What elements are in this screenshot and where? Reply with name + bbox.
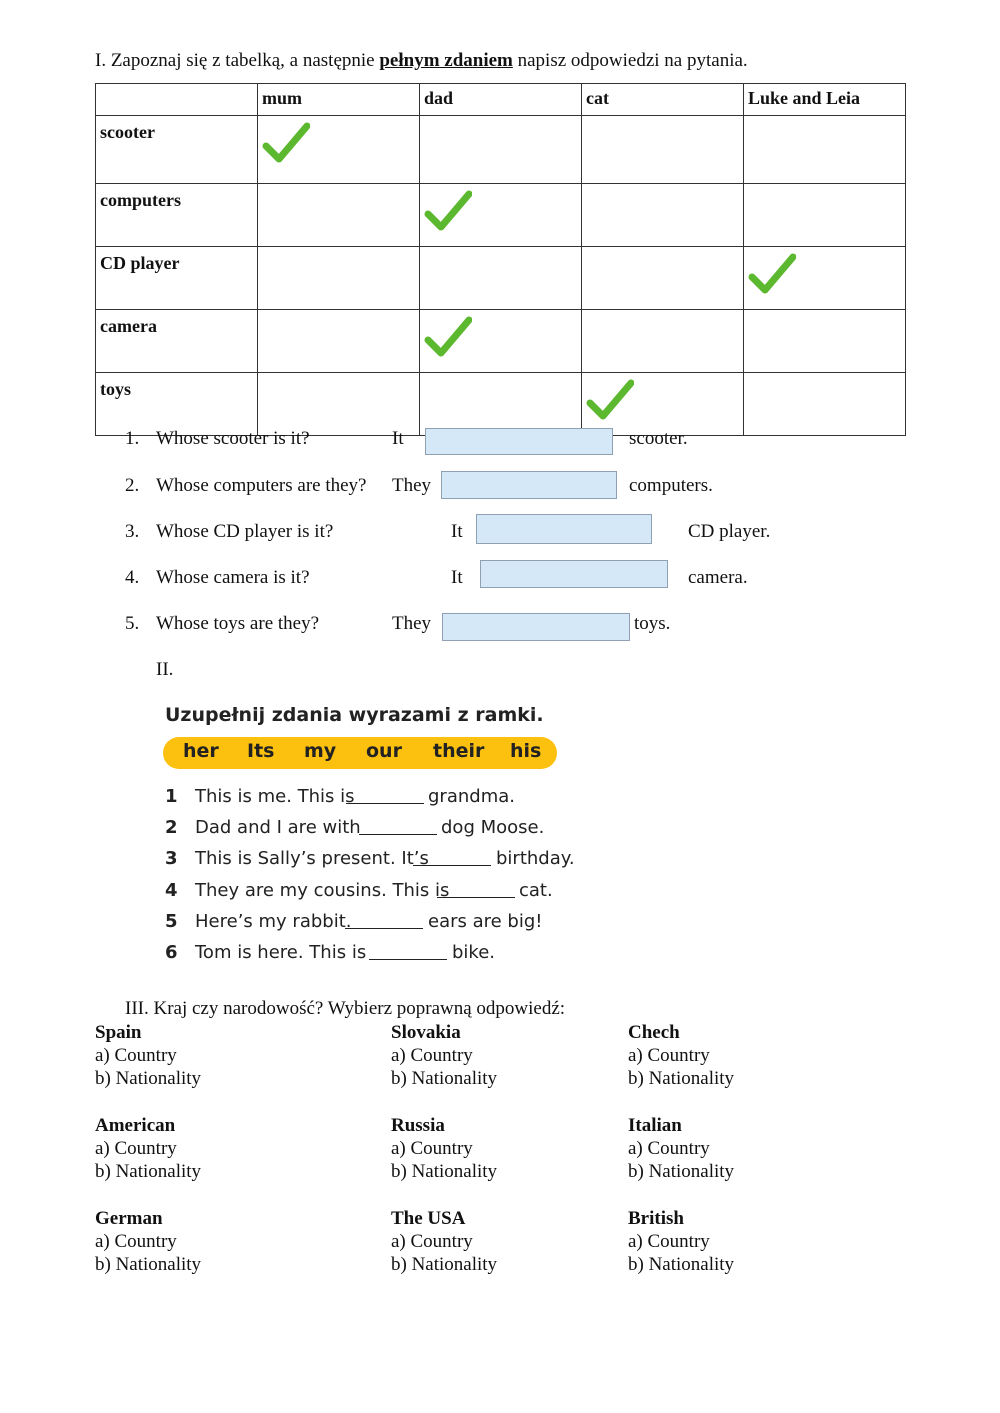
choice-word: American bbox=[95, 1115, 176, 1136]
choice-word: British bbox=[628, 1208, 684, 1229]
table-cell bbox=[258, 116, 420, 184]
table-cell bbox=[744, 247, 906, 310]
option-nationality[interactable]: b) Nationality bbox=[391, 1254, 498, 1275]
word-option: their bbox=[433, 740, 485, 762]
question-number: 5. bbox=[125, 613, 140, 634]
row-label: computers bbox=[96, 184, 258, 247]
question-text: Whose scooter is it? bbox=[156, 428, 310, 449]
table-cell bbox=[744, 373, 906, 436]
section2-heading: II. bbox=[156, 659, 174, 680]
intro-text-end: napisz odpowiedzi na pytania. bbox=[512, 50, 748, 71]
sentence-start: They are my cousins. This is bbox=[195, 880, 450, 901]
choice-word: Russia bbox=[391, 1115, 445, 1136]
table-corner-cell bbox=[96, 84, 258, 116]
answer-lead: It bbox=[451, 567, 463, 588]
option-nationality[interactable]: b) Nationality bbox=[628, 1068, 735, 1089]
option-country[interactable]: a) Country bbox=[95, 1045, 177, 1066]
answer-lead: They bbox=[392, 475, 432, 496]
sentence-start: Dad and I are with bbox=[195, 817, 361, 838]
blank-line[interactable] bbox=[369, 959, 447, 960]
intro-text: I. Zapoznaj się z tabelką, a następnie bbox=[95, 50, 380, 71]
column-header: dad bbox=[420, 84, 582, 116]
option-nationality[interactable]: b) Nationality bbox=[95, 1068, 202, 1089]
sentence-end: ears are big! bbox=[428, 911, 543, 932]
table-cell bbox=[582, 184, 744, 247]
answer-lead: It bbox=[451, 521, 463, 542]
row-label: toys bbox=[96, 373, 258, 436]
sentence-end: grandma. bbox=[428, 786, 515, 807]
word-option: my bbox=[304, 740, 337, 762]
answer-end: scooter. bbox=[629, 428, 688, 449]
choice-word: Chech bbox=[628, 1022, 680, 1043]
table-cell bbox=[258, 373, 420, 436]
checkmark-icon bbox=[424, 314, 472, 362]
ownership-table bbox=[95, 83, 906, 436]
sentence-number: 1 bbox=[165, 786, 178, 807]
option-country[interactable]: a) Country bbox=[95, 1138, 177, 1159]
answer-input[interactable] bbox=[442, 613, 630, 641]
table-cell bbox=[744, 184, 906, 247]
question-text: Whose toys are they? bbox=[156, 613, 320, 634]
section3-heading: III. Kraj czy narodowość? Wybierz poprawną odpowiedź: bbox=[125, 998, 566, 1019]
table-row bbox=[96, 247, 906, 310]
section1-instructions bbox=[95, 50, 748, 72]
answer-lead: They bbox=[392, 613, 432, 634]
word-option: Its bbox=[247, 740, 275, 762]
sentence-number: 5 bbox=[165, 911, 178, 932]
sentence-end: dog Moose. bbox=[441, 817, 545, 838]
table-row bbox=[96, 116, 906, 184]
table-cell bbox=[582, 247, 744, 310]
question-number: 1. bbox=[125, 428, 140, 449]
table-row bbox=[96, 310, 906, 373]
blank-line[interactable] bbox=[437, 897, 515, 898]
choice-word: The USA bbox=[391, 1208, 466, 1229]
sentence-end: bike. bbox=[452, 942, 496, 963]
option-nationality[interactable]: b) Nationality bbox=[391, 1161, 498, 1182]
option-nationality[interactable]: b) Nationality bbox=[628, 1254, 735, 1275]
answer-end: camera. bbox=[688, 567, 748, 588]
sentence-number: 2 bbox=[165, 817, 178, 838]
sentence-end: birthday. bbox=[496, 848, 575, 869]
option-country[interactable]: a) Country bbox=[628, 1138, 710, 1159]
column-header: mum bbox=[258, 84, 420, 116]
question-text: Whose camera is it? bbox=[156, 567, 310, 588]
checkmark-icon bbox=[424, 188, 472, 236]
word-box bbox=[163, 737, 557, 769]
word-option: his bbox=[510, 740, 542, 762]
table-cell bbox=[582, 310, 744, 373]
answer-end: CD player. bbox=[688, 521, 771, 542]
sentence-number: 4 bbox=[165, 880, 178, 901]
word-option: our bbox=[366, 740, 402, 762]
row-label: CD player bbox=[96, 247, 258, 310]
table-cell bbox=[420, 184, 582, 247]
sentence-start: Tom is here. This is bbox=[195, 942, 367, 963]
option-country[interactable]: a) Country bbox=[391, 1045, 473, 1066]
blank-line[interactable] bbox=[346, 803, 424, 804]
table-cell bbox=[258, 247, 420, 310]
choice-word: German bbox=[95, 1208, 163, 1229]
option-nationality[interactable]: b) Nationality bbox=[628, 1161, 735, 1182]
blank-line[interactable] bbox=[359, 834, 437, 835]
checkmark-icon bbox=[748, 251, 796, 299]
option-country[interactable]: a) Country bbox=[628, 1231, 710, 1252]
row-label: scooter bbox=[96, 116, 258, 184]
option-nationality[interactable]: b) Nationality bbox=[95, 1254, 202, 1275]
option-country[interactable]: a) Country bbox=[628, 1045, 710, 1066]
choice-word: Slovakia bbox=[391, 1022, 461, 1043]
answer-input[interactable] bbox=[480, 560, 668, 588]
sentence-number: 6 bbox=[165, 942, 178, 963]
table-row bbox=[96, 184, 906, 247]
sentence-start: This is Sally’s present. It’s bbox=[195, 848, 429, 869]
option-country[interactable]: a) Country bbox=[95, 1231, 177, 1252]
answer-lead: It bbox=[392, 428, 404, 449]
fill-in-title: Uzupełnij zdania wyrazami z ramki. bbox=[165, 704, 544, 726]
choice-word: Spain bbox=[95, 1022, 142, 1043]
option-nationality[interactable]: b) Nationality bbox=[391, 1068, 498, 1089]
answer-input[interactable] bbox=[441, 471, 617, 499]
table-cell bbox=[582, 116, 744, 184]
option-country[interactable]: a) Country bbox=[391, 1138, 473, 1159]
checkmark-icon bbox=[262, 120, 310, 168]
answer-end: toys. bbox=[634, 613, 671, 634]
table-row bbox=[96, 373, 906, 436]
intro-emphasis: pełnym zdaniem bbox=[379, 50, 513, 71]
table-header-row bbox=[96, 84, 906, 116]
question-text: Whose CD player is it? bbox=[156, 521, 334, 542]
column-header: Luke and Leia bbox=[744, 84, 906, 116]
table-cell bbox=[420, 247, 582, 310]
answer-input[interactable] bbox=[425, 428, 613, 455]
sentence-number: 3 bbox=[165, 848, 178, 869]
row-label: camera bbox=[96, 310, 258, 373]
choice-word: Italian bbox=[628, 1115, 682, 1136]
table-cell bbox=[420, 310, 582, 373]
word-option: her bbox=[183, 740, 219, 762]
table-cell bbox=[744, 310, 906, 373]
table-cell bbox=[744, 116, 906, 184]
answer-input[interactable] bbox=[476, 514, 652, 544]
question-text: Whose computers are they? bbox=[156, 475, 367, 496]
table-cell bbox=[420, 373, 582, 436]
blank-line[interactable] bbox=[413, 865, 491, 866]
sentence-start: Here’s my rabbit. bbox=[195, 911, 352, 932]
table-cell bbox=[258, 184, 420, 247]
option-country[interactable]: a) Country bbox=[391, 1231, 473, 1252]
option-nationality[interactable]: b) Nationality bbox=[95, 1161, 202, 1182]
table-cell bbox=[258, 310, 420, 373]
table-cell bbox=[420, 116, 582, 184]
checkmark-icon bbox=[586, 377, 634, 425]
answer-end: computers. bbox=[629, 475, 713, 496]
column-header: cat bbox=[582, 84, 744, 116]
blank-line[interactable] bbox=[345, 928, 423, 929]
question-number: 4. bbox=[125, 567, 140, 588]
sentence-start: This is me. This is bbox=[195, 786, 355, 807]
question-number: 3. bbox=[125, 521, 140, 542]
sentence-end: cat. bbox=[519, 880, 553, 901]
question-number: 2. bbox=[125, 475, 140, 496]
table-cell bbox=[582, 373, 744, 436]
